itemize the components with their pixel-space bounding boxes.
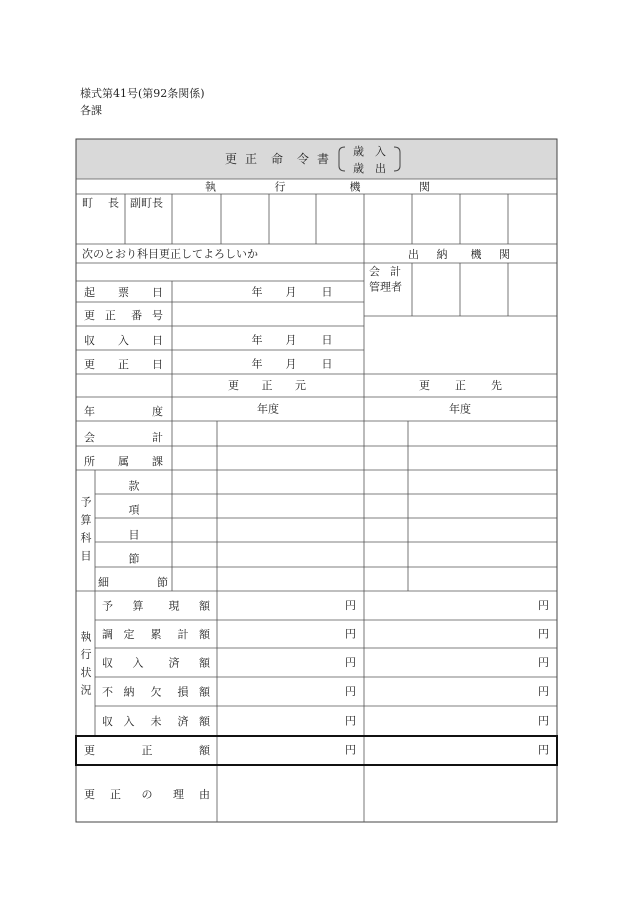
- form-number: 様式第41号(第92条関係): [80, 87, 205, 100]
- yen-unit-from: 円: [345, 656, 356, 669]
- moku-label: 目: [128, 528, 140, 542]
- execution-status-label: 況: [80, 683, 92, 697]
- yen-unit-from: 円: [345, 627, 356, 641]
- correction-amount-label: 更 正 額: [84, 743, 210, 757]
- mayor-label: 長: [108, 196, 119, 210]
- form-frame: [76, 139, 557, 822]
- budget-subject-label: 目: [80, 549, 92, 563]
- year-mark: 年: [251, 357, 263, 371]
- executive-label: 執 行 機 関: [205, 180, 430, 193]
- correction-date-label: 更 正 日: [84, 357, 163, 371]
- department-note: 各課: [80, 104, 102, 117]
- month-mark: 月: [285, 333, 297, 347]
- year-unit-from: 年度: [257, 402, 279, 416]
- day-mark: 日: [321, 357, 333, 371]
- correction-reason-label: 更 正 の 理 由: [84, 787, 210, 801]
- execution-row-label: 収 入 済 額: [102, 656, 210, 669]
- setsu-label: 節: [128, 552, 140, 566]
- day-mark: 日: [321, 333, 333, 347]
- day-mark: 日: [321, 285, 333, 299]
- yen-unit-from: 円: [345, 599, 356, 612]
- kan-label: 款: [128, 479, 140, 493]
- correction-number-label: 更 正 番 号: [84, 308, 163, 322]
- deputy-mayor-label: 副町長: [130, 196, 163, 210]
- execution-status-label: 行: [80, 648, 92, 662]
- saimoku-label: 細 節: [98, 575, 168, 589]
- correction-request-text: 次のとおり科目更正してよろしいか: [82, 247, 258, 261]
- treasury-label: 出 納 機 関: [408, 247, 510, 261]
- correction-to-label: 更 正 先: [419, 378, 502, 392]
- month-mark: 月: [285, 285, 297, 299]
- yen-unit-from: 円: [345, 743, 356, 757]
- kou-label: 項: [128, 503, 140, 517]
- yen-unit-from: 円: [345, 714, 356, 728]
- execution-row-label: 不 納 欠 損 額: [102, 685, 210, 698]
- execution-row-label: 収 入 未 済 額: [102, 714, 210, 728]
- year-mark: 年: [251, 333, 263, 347]
- accountant-label: 管理者: [369, 280, 402, 294]
- entry-date-label: 起 票 日: [84, 285, 163, 299]
- yen-unit-to: 円: [538, 685, 549, 698]
- execution-status-label: 状: [80, 665, 92, 679]
- budget-subject-label: 算: [80, 513, 92, 527]
- yen-unit-to: 円: [538, 656, 549, 669]
- fiscal-year-label: 年 度: [84, 404, 163, 418]
- accountant-label: 会 計: [369, 264, 401, 278]
- yen-unit-from: 円: [345, 685, 356, 698]
- mayor-label: 町: [82, 196, 93, 210]
- receipt-date-label: 収 入 日: [84, 333, 163, 347]
- execution-row-label: 調 定 累 計 額: [102, 627, 210, 641]
- yen-unit-to: 円: [538, 627, 549, 641]
- yen-unit-to: 円: [538, 714, 549, 728]
- year-mark: 年: [251, 285, 263, 299]
- correction-from-label: 更 正 元: [228, 378, 306, 392]
- budget-subject-label: 科: [80, 531, 92, 545]
- account-label: 会 計: [84, 430, 163, 444]
- department-label: 所 属 課: [84, 454, 163, 468]
- execution-status-label: 執: [80, 630, 92, 644]
- budget-subject-label: 予: [80, 495, 92, 509]
- month-mark: 月: [285, 357, 297, 371]
- type-expenditure: 歳 出: [353, 161, 386, 175]
- yen-unit-to: 円: [538, 599, 549, 612]
- yen-unit-to: 円: [538, 743, 549, 757]
- execution-row-label: 予 算 現 額: [102, 599, 210, 612]
- form-title: 更 正 命 令 書: [225, 152, 329, 166]
- type-revenue: 歳 入: [353, 144, 386, 158]
- year-unit-to: 年度: [449, 402, 471, 416]
